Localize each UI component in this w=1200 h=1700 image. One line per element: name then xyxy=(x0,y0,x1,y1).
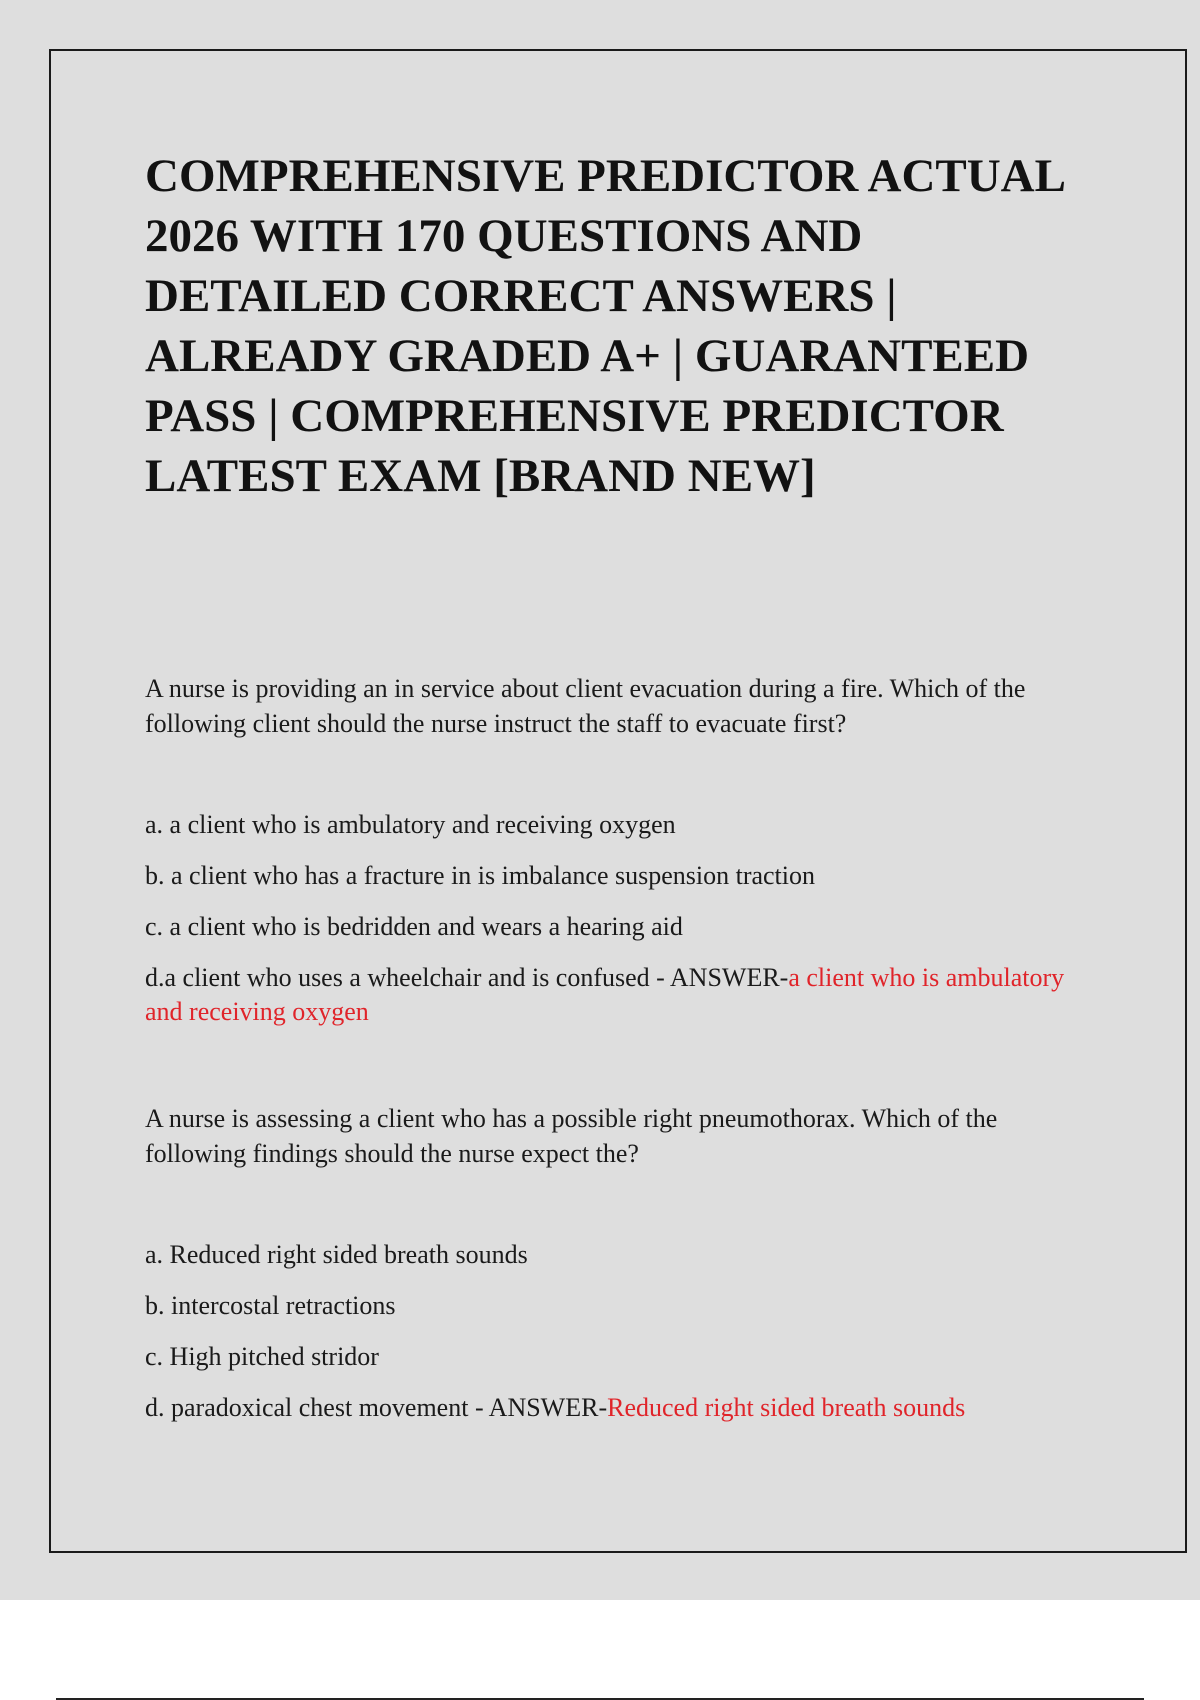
option-list xyxy=(145,808,1085,1029)
question-block-2 xyxy=(145,1101,1085,1451)
option-a: a. Reduced right sided breath sounds xyxy=(145,1240,528,1269)
option-d xyxy=(145,961,1085,1029)
option-d-text: d.a client who uses a wheelchair and is confused - ANSWER- xyxy=(145,963,789,992)
answer-text: a client who is ambulatory and receiving oxygen xyxy=(145,963,1065,1026)
question-text: A nurse is providing an in service about client evacuation during a fire. Which of the following client should the nurse instruct the staff to evacuate first? xyxy=(145,674,1026,738)
option-a: a. a client who is ambulatory and receiving oxygen xyxy=(145,810,676,839)
document-title: COMPREHENSIVE PREDICTOR ACTUAL 2026 WITH 170 QUESTIONS AND DETAILED CORRECT ANSWERS | ALREADY GRADED A+ | GUARANTEED PASS | COMPREHENSIVE PREDICTOR LATEST EXAM [BRAND NEW] xyxy=(145,150,1064,502)
question-text: A nurse is assessing a client who has a possible right pneumothorax. Which of the following findings should the nurse expect the? xyxy=(145,1104,998,1168)
option-c: c. a client who is bedridden and wears a hearing aid xyxy=(145,912,683,941)
option-list xyxy=(145,1238,1085,1425)
answer-text: Reduced right sided breath sounds xyxy=(607,1393,966,1422)
question-block-1 xyxy=(145,671,1085,1055)
option-b: b. a client who has a fracture in is imbalance suspension traction xyxy=(145,861,816,890)
option-b: b. intercostal retractions xyxy=(145,1291,396,1320)
option-d-text: d. paradoxical chest movement - ANSWER- xyxy=(145,1393,608,1422)
option-d xyxy=(145,1391,1085,1425)
option-c: c. High pitched stridor xyxy=(145,1342,379,1371)
